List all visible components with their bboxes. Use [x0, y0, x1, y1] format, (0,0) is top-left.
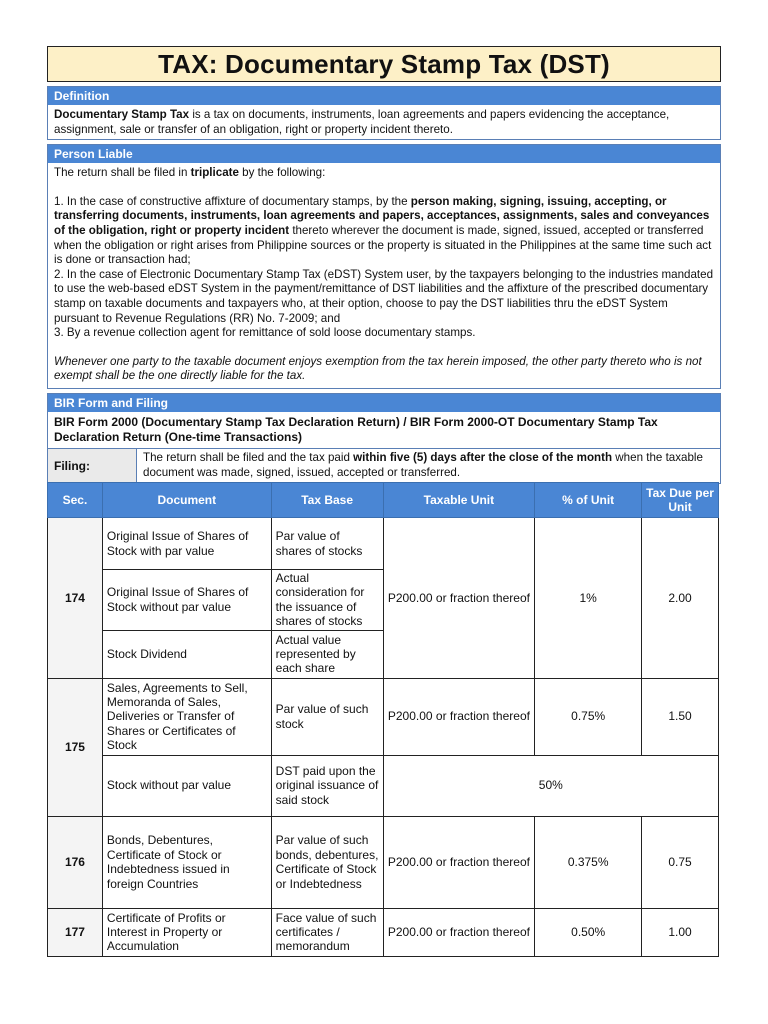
- form-filing-heading: BIR Form and Filing: [48, 394, 720, 412]
- filing-text-c: when the taxable document was made, signed, issued, accepted or transferred.: [143, 450, 703, 479]
- item1-bold: person making, signing, issuing, accepting, or transferring documents, instruments, loan agreements and papers, acceptances, assignments, sales and conveyances of the obligation, right or property incident: [54, 194, 710, 237]
- page-title: TAX: Documentary Stamp Tax (DST): [47, 46, 721, 82]
- tax-base-cell: Actual value represented by each share: [271, 630, 383, 678]
- definition-section: [47, 86, 721, 140]
- col-header-tax-base: Tax Base: [271, 483, 383, 518]
- col-header-sec: Sec.: [48, 483, 103, 518]
- pct-unit-cell: 0.375%: [535, 816, 642, 908]
- filing-text: [137, 449, 720, 483]
- filing-deadline: within five (5) days after the close of the month: [353, 450, 613, 464]
- document-cell: Bonds, Debentures, Certificate of Stock or Indebtedness issued in foreign Countries: [102, 816, 271, 908]
- table-header-row: [48, 483, 719, 518]
- exemption-note-text: Whenever one party to the taxable document enjoys exemption from the tax herein imposed, the other party thereto who is not exempt shall be the one directly liable for the tax.: [54, 354, 702, 383]
- pct-unit-cell: 0.75%: [535, 678, 642, 755]
- tax-due-cell: 0.75: [642, 816, 719, 908]
- taxable-unit-cell: P200.00 or fraction thereof: [383, 908, 535, 956]
- intro-text-end: by the following:: [238, 166, 326, 180]
- filing-text-a: The return shall be filed and the tax paid: [143, 450, 354, 464]
- col-header-pct-unit: % of Unit: [535, 483, 642, 518]
- tax-base-cell: DST paid upon the original issuance of said stock: [271, 755, 383, 816]
- tax-due-cell: 1.00: [642, 908, 719, 956]
- table-row: [48, 678, 719, 755]
- table-row: [48, 816, 719, 908]
- document-page: [47, 46, 721, 484]
- table-row: [48, 755, 719, 816]
- document-cell: Original Issue of Shares of Stock without par value: [102, 570, 271, 631]
- taxable-unit-cell: P200.00 or fraction thereof: [383, 518, 535, 679]
- col-header-document: Document: [102, 483, 271, 518]
- item1-text: 1. In the case of constructive affixture of documentary stamps, by the: [54, 194, 411, 208]
- tax-base-cell: Face value of such certificates / memorandum: [271, 908, 383, 956]
- rate-cell: 50%: [383, 755, 718, 816]
- taxable-unit-cell: P200.00 or fraction thereof: [383, 816, 535, 908]
- dst-rates-table: [47, 482, 719, 957]
- tax-base-cell: Actual consideration for the issuance of shares of stocks: [271, 570, 383, 631]
- item1-text-end: thereto wherever the document is made, signed, issued, accepted or transferred when the obligation or right arises from Philippine sources or the property is situated in the Philippines at the same time such act is done or transaction had;: [54, 223, 712, 267]
- filing-row: [48, 449, 720, 483]
- sec-174: 174: [48, 518, 103, 679]
- bir-forms: BIR Form 2000 (Documentary Stamp Tax Declaration Return) / BIR Form 2000-OT Documentary Stamp Tax Declaration Return (One-time Transactions): [48, 412, 720, 449]
- taxable-unit-cell: P200.00 or fraction thereof: [383, 678, 535, 755]
- form-filing-section: [47, 393, 721, 484]
- tax-base-cell: Par value of such bonds, debentures, Certificate of Stock or Indebtedness: [271, 816, 383, 908]
- intro-text: The return shall be filed in: [54, 166, 191, 180]
- person-liable-section: [47, 144, 721, 389]
- table-row: [48, 518, 719, 570]
- document-cell: Stock Dividend: [102, 630, 271, 678]
- tax-due-cell: 2.00: [642, 518, 719, 679]
- col-header-taxable-unit: Taxable Unit: [383, 483, 535, 518]
- col-header-tax-due: Tax Due per Unit: [642, 483, 719, 518]
- document-cell: Stock without par value: [102, 755, 271, 816]
- definition-body: [48, 105, 720, 139]
- table-row: [48, 908, 719, 956]
- intro-bold: triplicate: [190, 166, 239, 180]
- definition-text: is a tax on documents, instruments, loan agreements and papers evidencing the acceptance, assignment, sale or transfer of an obligation, right or property incident thereto.: [54, 108, 670, 136]
- document-cell: Original Issue of Shares of Stock with par value: [102, 518, 271, 570]
- liable-item-3: 3. By a revenue collection agent for remittance of sold loose documentary stamps.: [54, 326, 476, 340]
- person-liable-heading: Person Liable: [48, 145, 720, 163]
- tax-base-cell: Par value of such stock: [271, 678, 383, 755]
- liable-item-2: 2. In the case of Electronic Documentary Stamp Tax (eDST) System user, by the taxpayers belonging to the industries mandated to use the web-based eDST System in the payment/remittance of DST liabilities and the affixture of the prescribed documentary stamp on taxable documents and taxpayers who, at their option, choose to pay the DST liabilities thru the eDST System pursuant to Revenue Regulations (RR) No. 7-2009; and: [54, 267, 714, 325]
- person-liable-intro: [54, 166, 714, 181]
- definition-heading: Definition: [48, 87, 720, 105]
- sec-175: 175: [48, 678, 103, 816]
- definition-term: Documentary Stamp Tax: [54, 108, 190, 121]
- pct-unit-cell: 0.50%: [535, 908, 642, 956]
- tax-due-cell: 1.50: [642, 678, 719, 755]
- sec-177: 177: [48, 908, 103, 956]
- person-liable-body: [48, 163, 720, 388]
- document-cell: Certificate of Profits or Interest in Property or Accumulation: [102, 908, 271, 956]
- filing-label: Filing:: [48, 449, 137, 483]
- pct-unit-cell: 1%: [535, 518, 642, 679]
- document-cell: Sales, Agreements to Sell, Memoranda of Sales, Deliveries or Transfer of Shares or Certificates of Stock: [102, 678, 271, 755]
- sec-176: 176: [48, 816, 103, 908]
- liable-item-1: [54, 195, 714, 268]
- tax-base-cell: Par value of shares of stocks: [271, 518, 383, 570]
- exemption-note: [54, 355, 714, 384]
